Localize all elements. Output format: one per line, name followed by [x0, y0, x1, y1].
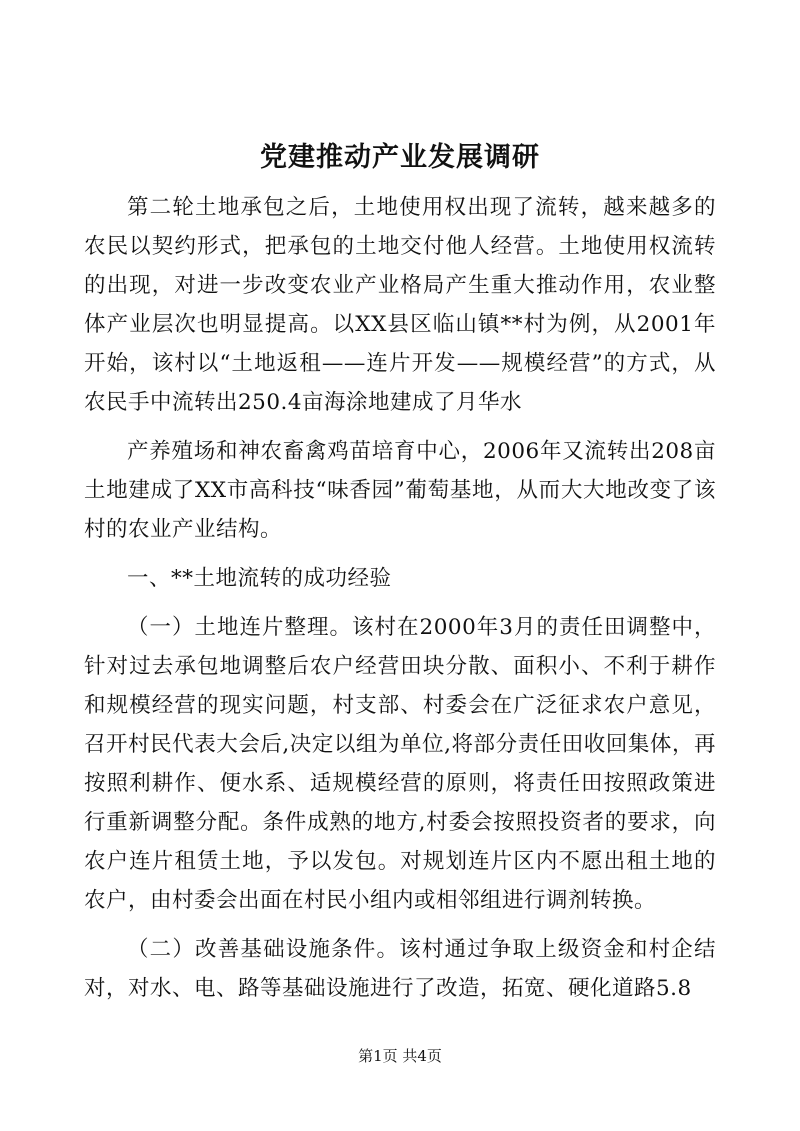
- paragraph-intro: 第二轮土地承包之后，土地使用权出现了流转，越来越多的农民以契约形式，把承包的土地交付他人经营。土地使用权流转的出现，对进一步改变农业产业格局产生重大推动作用，农业整体产业层次也明显提高。以XX县区临山镇**村为例，从2001年开始，该村以“土地返租——连片开发——规模经营”的方式，从农民手中流转出250.4亩海涂地建成了月华水: [84, 195, 716, 415]
- document-title: 党建推动产业发展调研: [260, 142, 540, 173]
- paragraph-infrastructure: （二）改善基础设施条件。该村通过争取上级资金和村企结对，对水、电、路等基础设施进行了改造，拓宽、硬化道路5.8: [84, 937, 716, 1001]
- document-body: [84, 188, 716, 1008]
- paragraph-land-consolidation: （一）土地连片整理。该村在2000年3月的责任田调整中，针对过去承包地调整后农户经营田块分散、面积小、不利于耕作和规模经营的现实问题，村支部、村委会在广泛征求农户意见，召开村民代表大会后,决定以组为单位,将部分责任田收回集体，再按照利耕作、便水系、适规模经营的原则，将责任田按照政策进行重新调整分配。条件成熟的地方,村委会按照投资者的要求，向农户连片租赁土地，予以发包。对规划连片区内不愿出租土地的农户，由村委会出面在村民小组内或相邻组进行调剂转换。: [84, 615, 716, 913]
- section-heading: 一、**土地流转的成功经验: [127, 566, 392, 591]
- paragraph-continuation: 产养殖场和神农畜禽鸡苗培育中心，2006年又流转出208亩土地建成了XX市高科技“味香园”葡萄基地，从而大大地改变了该村的农业产业结构。: [84, 439, 716, 542]
- page-number-footer: 第1页 共4页: [358, 1047, 442, 1065]
